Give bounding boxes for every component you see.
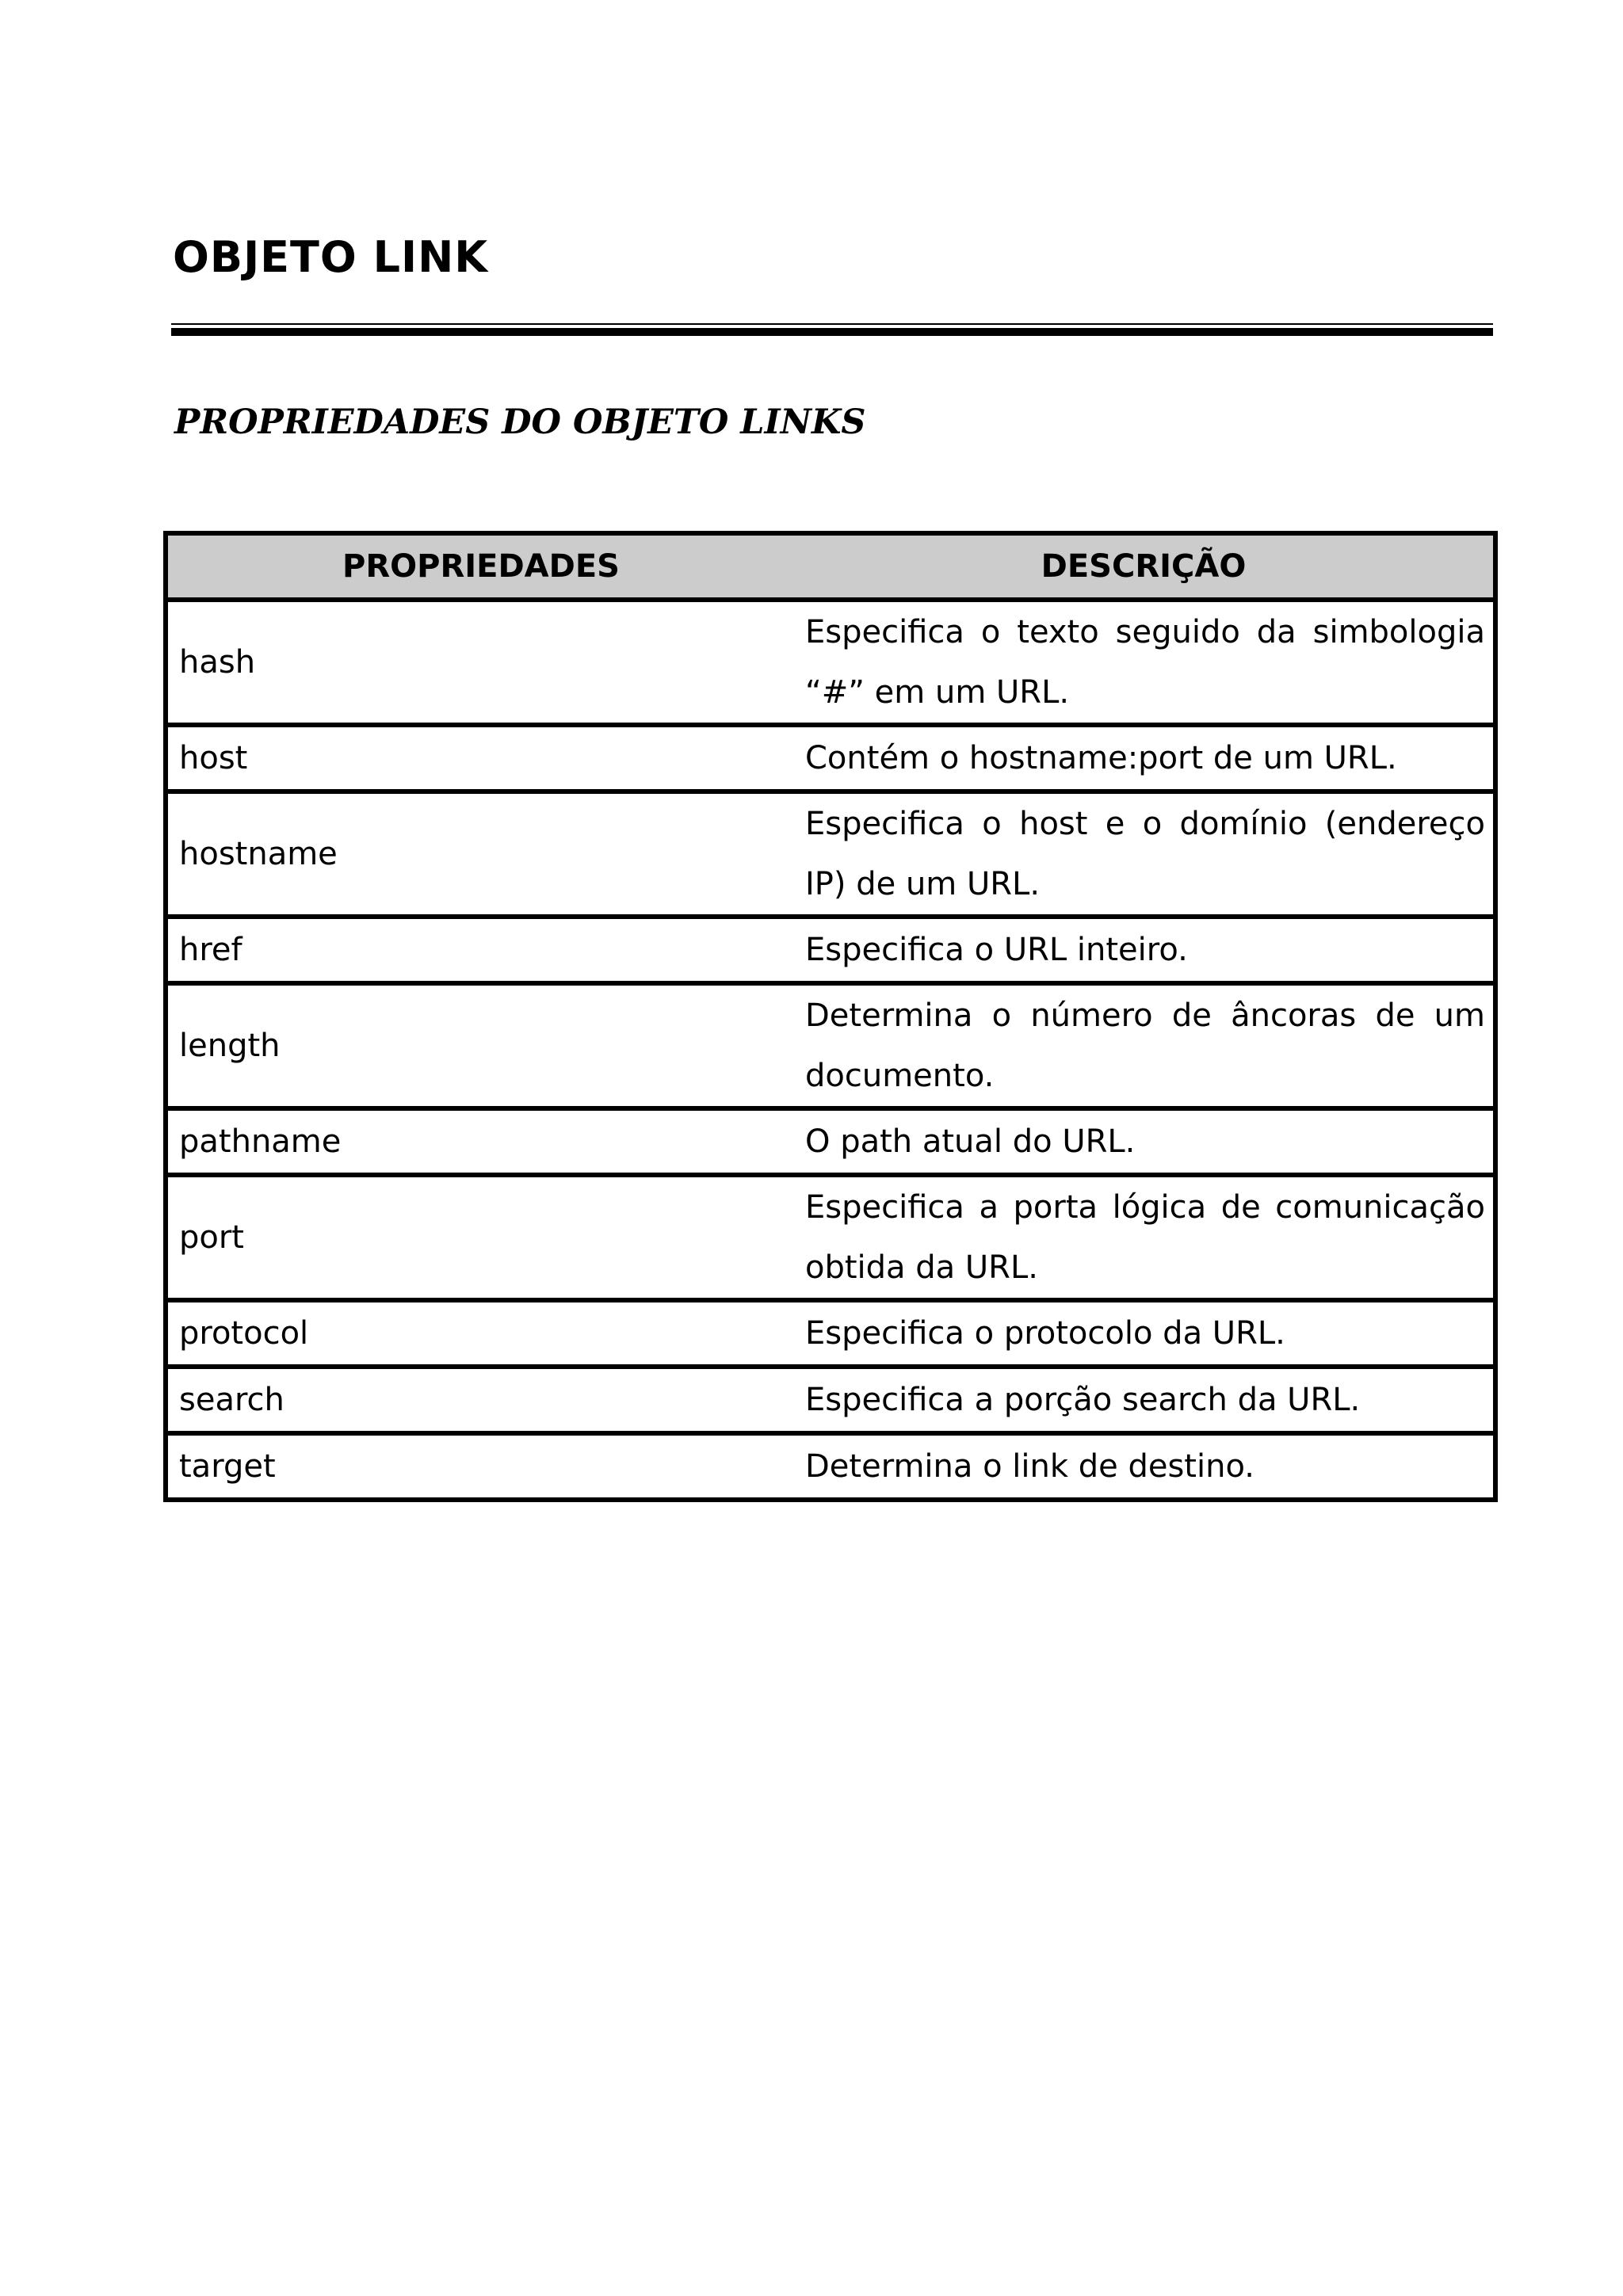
description-cell: Determina o link de destino. bbox=[794, 1433, 1495, 1500]
property-cell: href bbox=[166, 917, 794, 983]
description-cell: Especifica o protocolo da URL. bbox=[794, 1300, 1495, 1367]
description-cell: Especifica o texto seguido da simbologia “#” em um URL. bbox=[794, 600, 1495, 725]
property-cell: protocol bbox=[166, 1300, 794, 1367]
property-cell: hostname bbox=[166, 791, 794, 917]
description-cell: O path atual do URL. bbox=[794, 1108, 1495, 1175]
property-cell: target bbox=[166, 1433, 794, 1500]
property-cell: search bbox=[166, 1367, 794, 1433]
description-cell: Especifica o URL inteiro. bbox=[794, 917, 1495, 983]
table-row bbox=[166, 1433, 1495, 1500]
header-property: PROPRIEDADES bbox=[166, 533, 794, 600]
table-row bbox=[166, 1108, 1495, 1175]
properties-table bbox=[163, 531, 1498, 1502]
description-cell: Especifica o host e o domínio (endereço IP) de um URL. bbox=[794, 791, 1495, 917]
description-cell: Contém o hostname:port de um URL. bbox=[794, 725, 1495, 791]
property-cell: host bbox=[166, 725, 794, 791]
property-cell: length bbox=[166, 983, 794, 1108]
header-description: DESCRIÇÃO bbox=[794, 533, 1495, 600]
table-row bbox=[166, 983, 1495, 1108]
property-cell: pathname bbox=[166, 1108, 794, 1175]
table-row bbox=[166, 1367, 1495, 1433]
description-cell: Determina o número de âncoras de um documento. bbox=[794, 983, 1495, 1108]
table-row bbox=[166, 1300, 1495, 1367]
title-rule-thick bbox=[171, 328, 1493, 336]
description-cell: Especifica a porta lógica de comunicação obtida da URL. bbox=[794, 1175, 1495, 1300]
title-rule-thin bbox=[171, 323, 1493, 325]
table-row bbox=[166, 791, 1495, 917]
table-row bbox=[166, 917, 1495, 983]
table-row bbox=[166, 1175, 1495, 1300]
description-cell: Especifica a porção search da URL. bbox=[794, 1367, 1495, 1433]
property-cell: port bbox=[166, 1175, 794, 1300]
table-row bbox=[166, 725, 1495, 791]
section-heading: PROPRIEDADES DO OBJETO LINKS bbox=[174, 402, 866, 442]
table-row bbox=[166, 600, 1495, 725]
page-title: OBJETO LINK bbox=[173, 232, 489, 282]
table-header-row bbox=[166, 533, 1495, 600]
property-cell: hash bbox=[166, 600, 794, 725]
